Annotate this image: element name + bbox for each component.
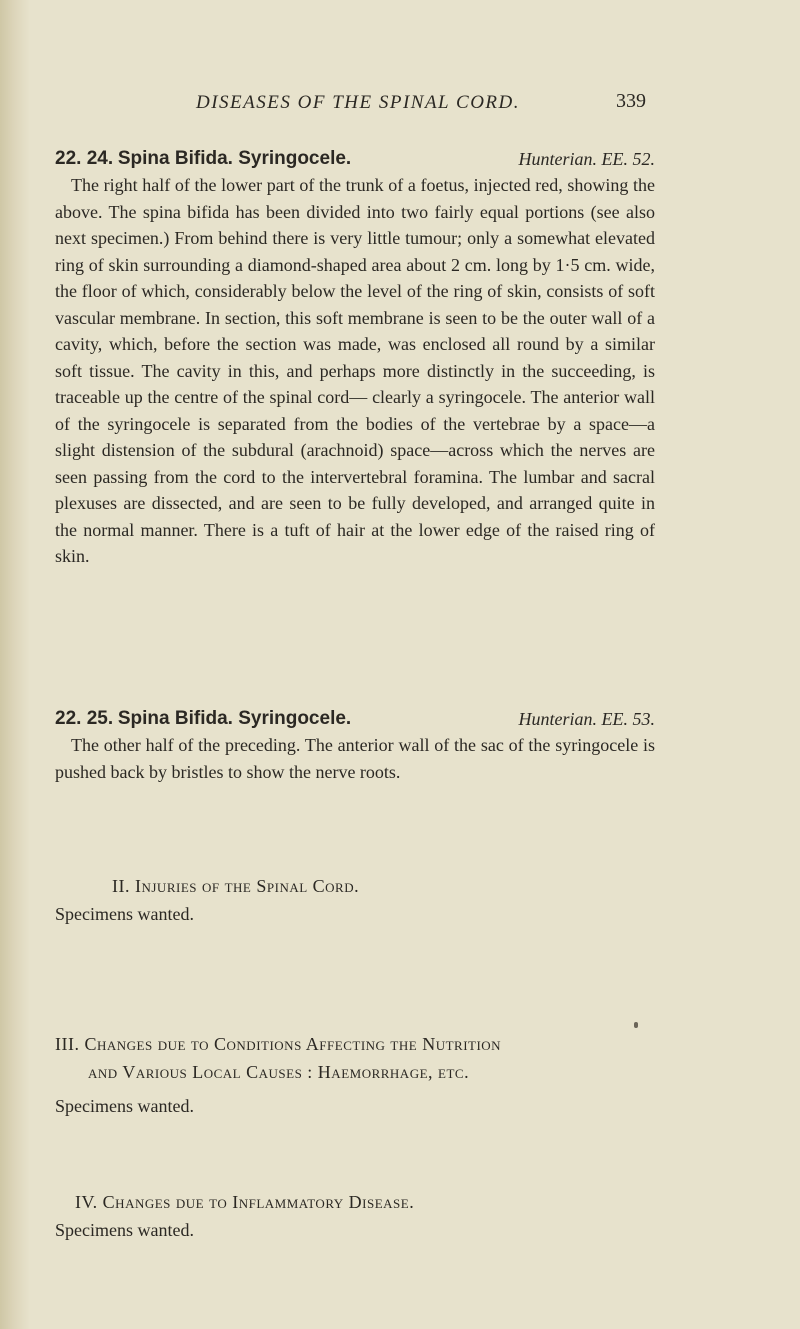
entry-description: The other half of the preceding. The anterior wall of the sac of the syringocele is pushed back by bristles to show the nerve roots. [55,735,655,782]
section-inflammatory [55,1188,665,1244]
section-heading: II. Injuries of the Spinal Cord. [112,876,360,896]
entry-reference: Hunterian. EE. 53. [518,709,655,729]
entry-heading [55,146,655,172]
specimen-entry [55,706,655,785]
section-heading-line1: III. Changes due to Conditions Affecting the Nutrition [55,1034,502,1054]
running-head: DISEASES OF THE SPINAL CORD. [196,92,520,113]
section-heading-line2: and Various Local Causes : Haemorrhage, etc. [88,1062,470,1082]
entry-title: Spina Bifida. Syringocele. [117,708,352,729]
specimen-entry [55,146,655,570]
entry-description: The right half of the lower part of the trunk of a foetus, injected red, showing the above. The spina bifida has been divided into two fairly equal portions (see also next specimen.) From behind there is very little tumour; only a somewhat elevated ring of skin surrounding a diamond-shaped area about 2 cm. long by 1·5 cm. wide, the floor of which, considerably below the level of the ring of skin, consists of soft vascular membrane. In section, this soft membrane is seen to be the outer wall of a cavity, which, before the section was made, was enclosed all round by a similar soft tissue. The cavity in this, and perhaps more distinctly in the succeeding, is traceable up the centre of the spinal cord— clearly a syringocele. The anterior wall of the syringocele is separated from the bodies of the vertebrae by a space—a slight distension of the subdural (arachnoid) space—across which the nerves are seen passing from the cord to the intervertebral foramina. The lumbar and sacral plexuses are dissected, and are seen to be fully developed, and arranged quite in the normal manner. There is a tuft of hair at the lower edge of the raised ring of skin. [55,175,655,566]
entry-reference: Hunterian. EE. 52. [518,149,655,169]
entry-number: 22. 25. [55,708,114,729]
section-note: Specimens wanted. [55,904,194,924]
section-note: Specimens wanted. [55,1096,194,1116]
ink-speck [634,1022,638,1028]
section-injuries [55,872,665,928]
entry-number: 22. 24. [55,148,114,169]
page-number: 339 [616,90,646,112]
section-note: Specimens wanted. [55,1220,194,1240]
section-heading: IV. Changes due to Inflammatory Disease. [75,1192,415,1212]
section-nutrition [55,1030,665,1120]
entry-heading [55,706,655,732]
entry-title: Spina Bifida. Syringocele. [117,148,352,169]
